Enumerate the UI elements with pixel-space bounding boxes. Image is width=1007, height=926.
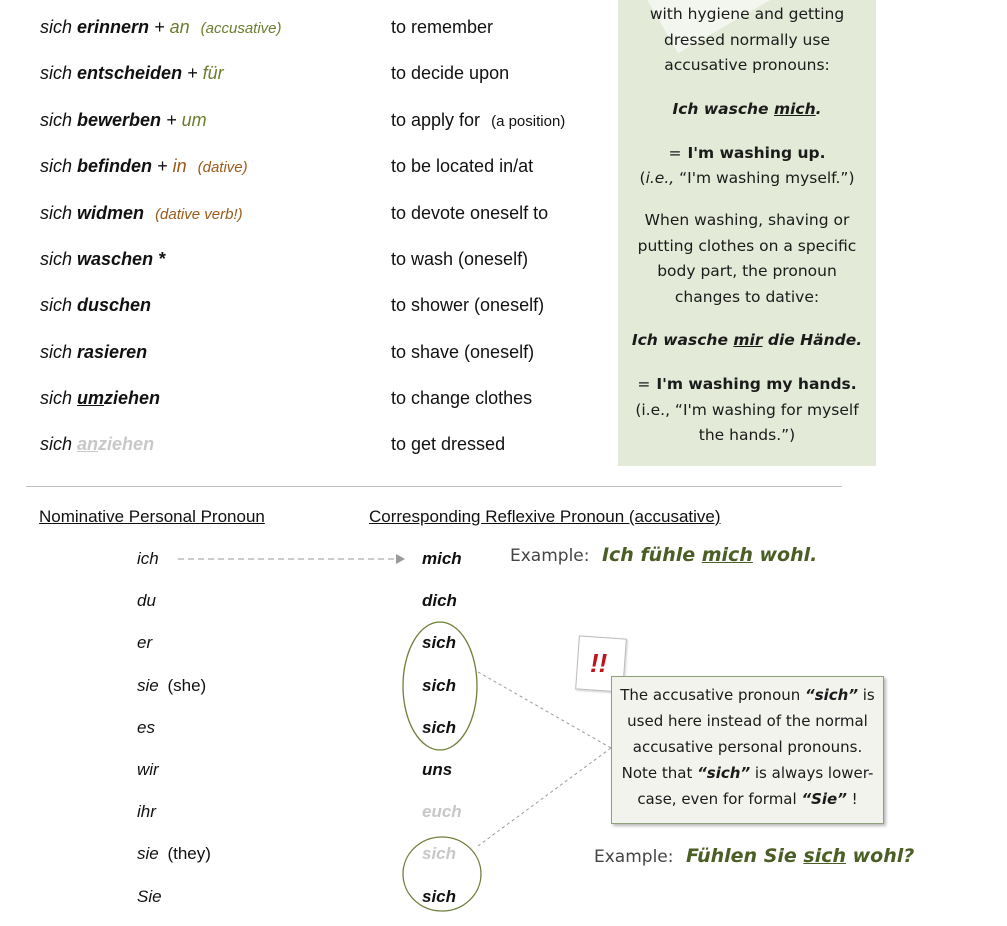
sich-callout-box [611, 676, 884, 824]
callout-line [612, 682, 883, 708]
pronoun-note: (she) [167, 676, 207, 695]
verb-word: rasieren [77, 342, 148, 362]
box-line: (i.e., “I'm washing for myself [635, 401, 859, 419]
exclamation-icon: !! [590, 648, 608, 678]
callout-part: The accusative pronoun [620, 686, 806, 704]
box-line: the hands.”) [698, 426, 796, 444]
example-part: Ich wasche [672, 100, 774, 118]
translation: to wash (oneself) [391, 249, 529, 269]
plus: + [187, 63, 198, 83]
callout-emph: “sich” [697, 764, 751, 782]
sich-group-ellipse [403, 622, 477, 750]
example-pronoun: sich [803, 845, 847, 867]
pronoun-note: (they) [167, 844, 211, 863]
callout-part: ! [846, 790, 858, 808]
translation: to decide upon [391, 63, 510, 83]
reflexive-pronoun: uns [422, 760, 453, 779]
nominative-pronoun: er [137, 633, 153, 652]
nominative-pronoun: es [137, 718, 155, 737]
translation: to devote oneself to [391, 203, 549, 223]
verb-sich: sich [40, 434, 73, 454]
case-note: (dative verb!) [155, 206, 243, 223]
example-pronoun: mich [701, 544, 753, 566]
example-part: Fühlen Sie [685, 845, 804, 867]
nominative-pronoun: wir [137, 760, 159, 779]
pronoun-text: sie [137, 676, 159, 695]
equals-sign: = [668, 144, 682, 162]
example-part: Ich wasche [631, 331, 734, 349]
verb-word: entscheiden [77, 63, 183, 83]
ie-part: i.e., [645, 169, 675, 187]
preposition: in [172, 156, 187, 176]
nominative-pronoun: Sie [137, 887, 162, 906]
translation: to remember [391, 17, 494, 37]
box-line: putting clothes on a specific [637, 237, 857, 255]
translation-note: (a position) [491, 113, 566, 130]
callout-part: is always lower- [750, 764, 874, 782]
reflexive-pronoun: euch [422, 802, 462, 821]
callout-emph: “Sie” [801, 790, 847, 808]
nominative-pronoun: du [137, 591, 156, 610]
verb-sich: sich [40, 342, 73, 362]
arrow-head-icon [396, 554, 405, 564]
example-part: wohl. [752, 544, 818, 566]
callout-emph: “sich” [805, 686, 858, 704]
callout-text [612, 682, 883, 812]
example-1 [510, 544, 817, 566]
translation: to shower (oneself) [391, 295, 545, 315]
example-2 [594, 845, 914, 867]
translation-text: to apply for [391, 110, 481, 130]
verb-word: widmen [77, 203, 145, 223]
reflexive-pronoun: sich [422, 633, 457, 652]
plus: + [166, 110, 177, 130]
verb-word: waschen * [77, 249, 166, 269]
example-pronoun: mich [773, 100, 816, 118]
case-note: (accusative) [200, 20, 282, 37]
verb-sich: sich [40, 388, 73, 408]
translation-text: I'm washing my hands. [656, 375, 857, 393]
plus: + [157, 156, 168, 176]
verb-word: duschen [77, 295, 152, 315]
box-line: with hygiene and getting [649, 5, 845, 23]
box-line: When washing, shaving or [644, 211, 850, 229]
example-pronoun: mir [733, 331, 763, 349]
reflexive-pronoun: mich [422, 549, 462, 568]
case-note: (dative) [197, 159, 248, 176]
preposition: um [181, 110, 207, 130]
nominative-pronoun: ich [137, 549, 159, 568]
verb-word: befinden [77, 156, 153, 176]
reflexive-header: Corresponding Reflexive Pronoun (accusative) [369, 507, 721, 526]
ie-part: ( [639, 169, 646, 187]
verb-sich: sich [40, 156, 73, 176]
translation: to change clothes [391, 388, 533, 408]
reflexive-pronoun: sich [422, 887, 457, 906]
pronoun-text: sie [137, 844, 159, 863]
verb-sich: sich [40, 63, 73, 83]
verb-sich: sich [40, 249, 73, 269]
example-part: wohl? [846, 845, 915, 867]
callout-line: used here instead of the normal [627, 712, 868, 730]
sich-formal-ellipse [403, 837, 481, 911]
example-part: die Hände. [762, 331, 863, 349]
verb-word: erinnern [77, 17, 150, 37]
equals-sign: = [637, 375, 651, 393]
example-label: Example: [594, 847, 674, 867]
reflexive-pronoun: dich [422, 591, 457, 610]
callout-line [612, 760, 883, 786]
connector-line [478, 748, 611, 846]
translation-text: I'm washing up. [687, 144, 826, 162]
translation: to shave (oneself) [391, 342, 535, 362]
verb-word: bewerben [77, 110, 162, 130]
callout-part: Note that [621, 764, 698, 782]
example-sentence [686, 845, 914, 867]
verb-prefix: an [77, 434, 99, 454]
example-label: Example: [510, 546, 590, 566]
translation: to get dressed [391, 434, 506, 454]
example-part: Ich fühle [601, 544, 702, 566]
verb-sich: sich [40, 17, 73, 37]
verb-sich: sich [40, 110, 73, 130]
ie-part: “I'm washing myself.”) [674, 169, 855, 187]
nominative-pronoun: ihr [137, 802, 156, 821]
box-line: dressed normally use [663, 31, 830, 49]
callout-part: case, even for formal [637, 790, 802, 808]
verb-sich: sich [40, 295, 73, 315]
plus: + [154, 17, 165, 37]
preposition: an [169, 17, 190, 37]
reflexive-pronoun: sich [422, 844, 457, 863]
reflexive-pronoun: sich [422, 718, 457, 737]
verb-sich: sich [40, 203, 73, 223]
translation: to be located in/at [391, 156, 534, 176]
callout-line [612, 786, 883, 812]
box-line: accusative pronouns: [664, 56, 830, 74]
nominative-header: Nominative Personal Pronoun [39, 507, 265, 526]
example-part: . [815, 100, 822, 118]
callout-line: accusative personal pronouns. [632, 738, 863, 756]
callout-part: is [858, 686, 875, 704]
box-line: body part, the pronoun [657, 262, 837, 280]
example-sentence [602, 544, 817, 566]
verb-prefix: um [77, 388, 105, 408]
preposition: für [202, 63, 224, 83]
verb-word: ziehen [98, 434, 155, 454]
reflexive-pronoun: sich [422, 676, 457, 695]
verb-word: ziehen [104, 388, 161, 408]
box-line: changes to dative: [674, 288, 820, 306]
